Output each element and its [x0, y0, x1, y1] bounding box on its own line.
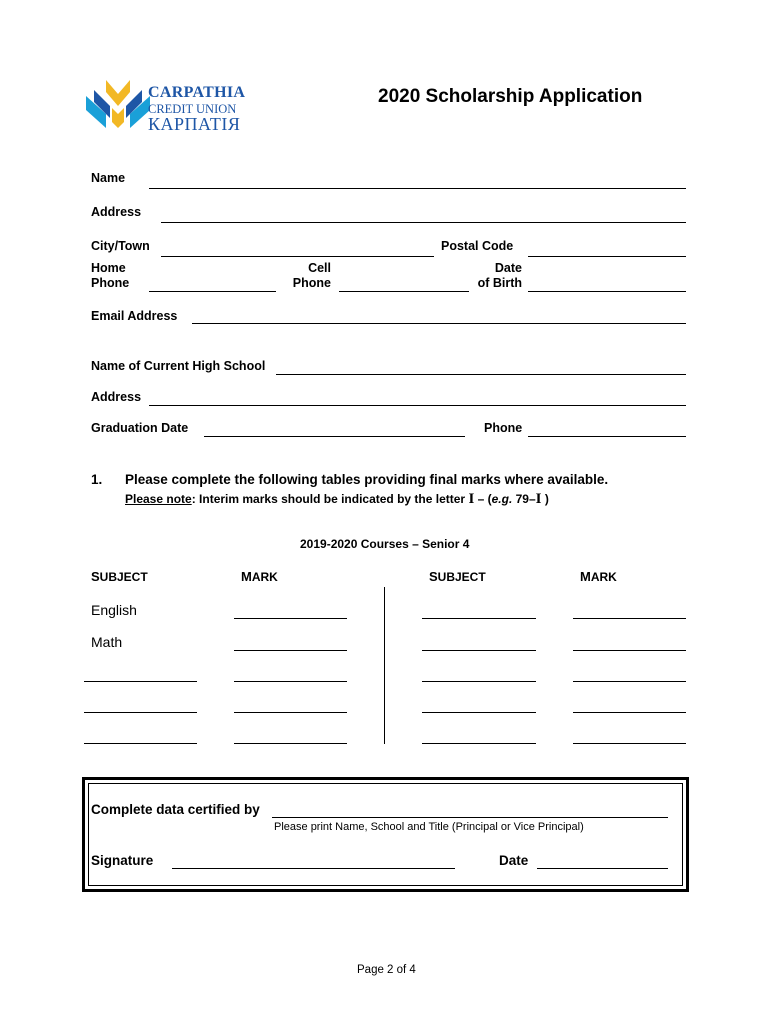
- mark-field[interactable]: [234, 743, 347, 744]
- col-mark-right-rest: ARK: [590, 570, 617, 584]
- signature-field[interactable]: [172, 868, 455, 869]
- subject-field[interactable]: [84, 712, 197, 713]
- postal-code-label: Postal Code: [441, 239, 514, 253]
- certified-by-label: Complete data certified by: [91, 802, 260, 817]
- school-phone-label: Phone: [484, 421, 523, 435]
- cert-date-field[interactable]: [537, 868, 668, 869]
- subject-field[interactable]: [422, 650, 536, 651]
- name-field[interactable]: [149, 188, 686, 189]
- cert-date-label: Date: [499, 853, 529, 868]
- mark-field[interactable]: [573, 712, 686, 713]
- graduation-date-label: Graduation Date: [91, 421, 189, 435]
- note-dash: – (: [474, 492, 492, 506]
- school-address-label: Address: [91, 390, 142, 404]
- home-phone-field[interactable]: [149, 291, 276, 292]
- col-subject-right-rest: UBJECT: [437, 570, 486, 584]
- col-subject-left: [91, 569, 148, 584]
- col-subject-right-initial: S: [429, 569, 438, 584]
- col-subject-right: [429, 569, 486, 584]
- date-of-birth-label-line1: Date: [494, 261, 522, 275]
- certification-box-inner: [88, 783, 683, 886]
- school-address-field[interactable]: [149, 405, 686, 406]
- section-heading: Please complete the following tables providing final marks where available.: [125, 472, 609, 487]
- high-school-label: Name of Current High School: [91, 359, 266, 373]
- high-school-field[interactable]: [276, 374, 686, 375]
- subject-field[interactable]: [422, 681, 536, 682]
- mark-field[interactable]: [234, 650, 347, 651]
- logo-name-line2: CREDIT UNION: [148, 102, 237, 116]
- city-field[interactable]: [161, 256, 434, 257]
- carpathia-logo-mark-icon: [84, 78, 152, 134]
- subject-field[interactable]: [422, 712, 536, 713]
- subject-field[interactable]: [422, 618, 536, 619]
- cell-phone-label-line2: Phone: [292, 276, 331, 290]
- course-subject: Math: [91, 634, 123, 650]
- note-end: ): [541, 492, 549, 506]
- mark-field[interactable]: [234, 681, 347, 682]
- mark-field[interactable]: [573, 650, 686, 651]
- mark-field[interactable]: [573, 743, 686, 744]
- school-phone-field[interactable]: [528, 436, 686, 437]
- col-subject-left-initial: S: [91, 569, 100, 584]
- cell-phone-field[interactable]: [339, 291, 469, 292]
- postal-code-field[interactable]: [528, 256, 686, 257]
- table-caption: 2019-2020 Courses – Senior 4: [300, 537, 470, 551]
- signature-label: Signature: [91, 853, 154, 868]
- mark-field[interactable]: [573, 681, 686, 682]
- subject-field[interactable]: [422, 743, 536, 744]
- note-eg: e.g.: [491, 492, 513, 506]
- home-phone-label-line1: Home: [91, 261, 126, 275]
- certified-by-hint: Please print Name, School and Title (Principal or Vice Principal): [274, 821, 584, 833]
- note-text: : Interim marks should be indicated by the letter: [191, 492, 469, 506]
- section-number: 1.: [91, 472, 103, 487]
- page-title: 2020 Scholarship Application: [378, 86, 643, 107]
- email-field[interactable]: [192, 323, 686, 324]
- col-mark-left: [241, 569, 278, 584]
- date-of-birth-field[interactable]: [528, 291, 686, 292]
- subject-field[interactable]: [84, 681, 197, 682]
- address-label: Address: [91, 205, 142, 219]
- cell-phone-label-line1: Cell: [308, 261, 331, 275]
- city-label: City/Town: [91, 239, 150, 253]
- date-of-birth-label-line2: of Birth: [477, 276, 522, 290]
- mark-field[interactable]: [573, 618, 686, 619]
- note-prefix: Please note: [125, 492, 192, 506]
- certified-by-field[interactable]: [272, 817, 668, 818]
- email-label: Email Address: [91, 309, 178, 323]
- course-subject: English: [91, 602, 137, 618]
- note-letter-2: I: [535, 491, 542, 507]
- home-phone-label-line2: Phone: [91, 276, 130, 290]
- mark-field[interactable]: [234, 618, 347, 619]
- logo-name-line1: CARPATHIA: [148, 84, 246, 101]
- table-divider: [384, 587, 385, 744]
- note-letter: I: [468, 491, 475, 507]
- subject-field[interactable]: [84, 743, 197, 744]
- col-mark-right: [580, 569, 617, 584]
- graduation-date-field[interactable]: [204, 436, 465, 437]
- page-number: Page 2 of 4: [357, 964, 416, 976]
- interim-note: [125, 491, 549, 508]
- carpathia-logo: [84, 78, 274, 136]
- home-phone-label: [91, 261, 129, 291]
- date-of-birth-label: [472, 261, 522, 291]
- address-field[interactable]: [161, 222, 686, 223]
- cell-phone-label: [292, 261, 331, 291]
- col-subject-left-rest: UBJECT: [99, 570, 148, 584]
- col-mark-left-initial: M: [241, 569, 252, 584]
- name-label: Name: [91, 171, 126, 185]
- col-mark-left-rest: ARK: [251, 570, 278, 584]
- mark-field[interactable]: [234, 712, 347, 713]
- note-example: 79–: [512, 492, 536, 506]
- col-mark-right-initial: M: [580, 569, 591, 584]
- certification-box: [82, 777, 689, 892]
- logo-name-line3: КАРПАТІЯ: [148, 114, 241, 134]
